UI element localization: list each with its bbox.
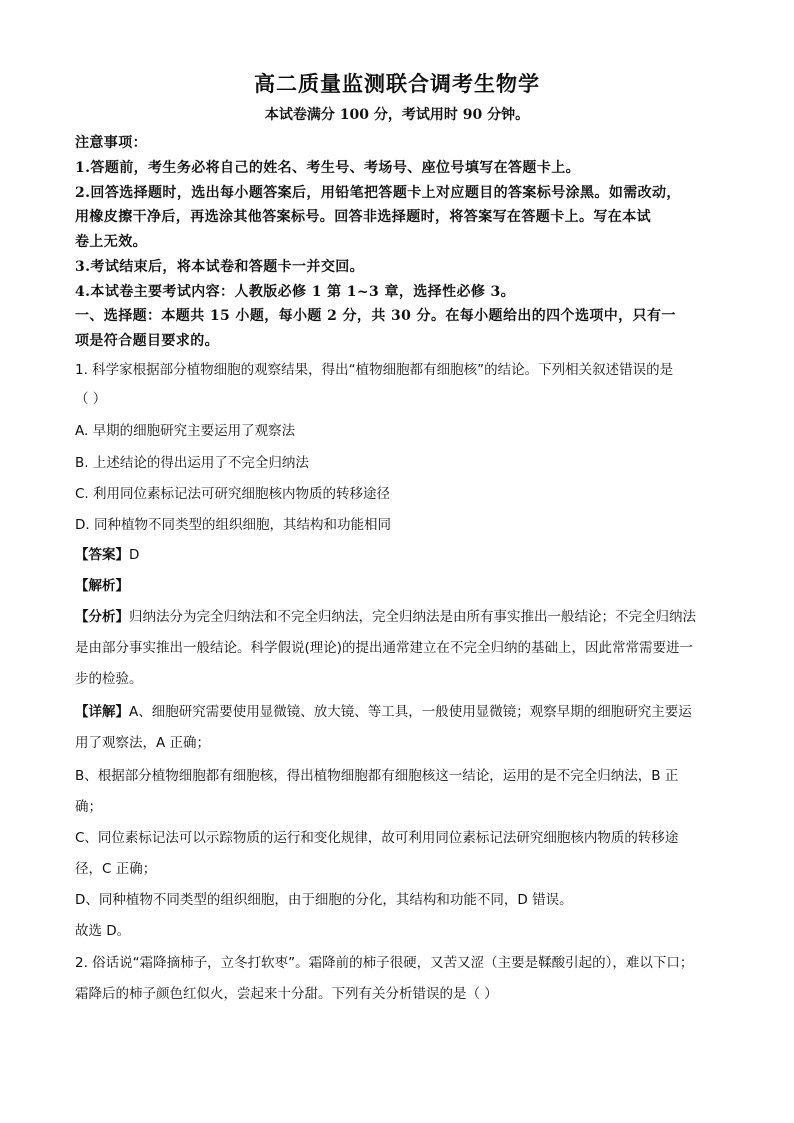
q1-conclusion: 故选 D。 bbox=[75, 923, 131, 939]
notice-item-2-line-1: 2.回答选择题时，选出每小题答案后，用铅笔把答题卡上对应题目的答案标号涂黑。如需改动， bbox=[75, 185, 681, 201]
section-heading-line-2: 项是符合题目要求的。 bbox=[75, 333, 219, 349]
q2-stem-line-2: 霜降后的柿子颜色红似火，尝起来十分甜。下列有关分析错误的是（ ） bbox=[75, 986, 498, 1002]
notice-item-3: 3.考试结束后，将本试卷和答题卡一并交回。 bbox=[75, 259, 365, 275]
notice-item-2-line-3: 卷上无效。 bbox=[75, 234, 147, 250]
analysis-tag: 【解析】 bbox=[75, 578, 129, 594]
q1-xiangjie-c-line-1: C、同位素标记法可以示踪物质的运行和变化规律，故可利用同位素标记法研究细胞核内物质的转移途 bbox=[75, 830, 679, 846]
q1-option-c: C. 利用同位素标记法可研究细胞核内物质的转移途径 bbox=[75, 486, 391, 502]
answer-tag: 【答案】 bbox=[75, 547, 129, 563]
notice-item-2-line-2: 用橡皮擦干净后，再选涂其他答案标号。回答非选择题时，将答案写在答题卡上。写在本试 bbox=[75, 209, 651, 225]
page-subtitle: 本试卷满分 100 分，考试用时 90 分钟。 bbox=[264, 107, 530, 123]
q1-xiangjie-a-line-2: 用了观察法，A 正确； bbox=[75, 735, 211, 751]
q1-fenxi-line-2: 是由部分事实推出一般结论。科学假说(理论)的提出通常建立在不完全归纳的基础上，因此常常需要进一 bbox=[75, 640, 694, 656]
page-title: 高二质量监测联合调考生物学 bbox=[254, 71, 540, 96]
notice-item-1: 1.答题前，考生务必将自己的姓名、考生号、考场号、座位号填写在答题卡上。 bbox=[75, 160, 581, 176]
q1-xiangjie-c-line-2: 径，C 正确； bbox=[75, 861, 157, 877]
q1-stem-line-1: 1. 科学家根据部分植物细胞的观察结果，得出“植物细胞都有细胞核”的结论。下列相关叙述错误的是 bbox=[75, 362, 674, 378]
q1-option-b: B. 上述结论的得出运用了不完全归纳法 bbox=[75, 455, 309, 471]
fenxi-text: 归纳法分为完全归纳法和不完全归纳法，完全归纳法是由所有事实推出一般结论；不完全归纳法 bbox=[129, 609, 696, 625]
q1-xiangjie-d: D、同种植物不同类型的组织细胞，由于细胞的分化，其结构和功能不同，D 错误。 bbox=[75, 892, 573, 908]
notice-item-4: 4.本试卷主要考试内容：人教版必修 1 第 1~3 章，选择性必修 3。 bbox=[75, 284, 516, 300]
q2-stem-line-1: 2. 俗话说“霜降摘柿子，立冬打软枣”。霜降前的柿子很硬，又苦又涩（主要是鞣酸引起的），难以下口； bbox=[75, 955, 694, 971]
q1-xiangjie-b-line-2: 确； bbox=[75, 799, 102, 815]
q1-xiangjie-line-1 bbox=[75, 700, 735, 720]
section-heading-line-1: 一、选择题：本题共 15 小题，每小题 2 分，共 30 分。在每小题给出的四个选项中，只有一 bbox=[75, 308, 676, 324]
q1-xiangjie-b-line-1: B、根据部分植物细胞都有细胞核，得出植物细胞都有细胞核这一结论，运用的是不完全归纳法，B 正 bbox=[75, 768, 679, 784]
xiangjie-tag: 【详解】 bbox=[75, 704, 129, 720]
q1-stem-line-2: （ ） bbox=[75, 391, 107, 407]
q1-option-d: D. 同种植物不同类型的组织细胞，其结构和功能相同 bbox=[75, 517, 391, 533]
notice-heading: 注意事项： bbox=[75, 135, 147, 151]
q1-option-a: A. 早期的细胞研究主要运用了观察法 bbox=[75, 423, 296, 439]
q1-fenxi-line-3: 步的检验。 bbox=[75, 671, 143, 687]
fenxi-tag: 【分析】 bbox=[75, 609, 129, 625]
q1-answer bbox=[75, 543, 735, 563]
answer-value: D bbox=[129, 547, 140, 563]
xiangjie-text: A、细胞研究需要使用显微镜、放大镜、等工具，一般使用显微镜；观察早期的细胞研究主要运 bbox=[129, 704, 692, 720]
q1-fenxi-line-1 bbox=[75, 605, 735, 625]
